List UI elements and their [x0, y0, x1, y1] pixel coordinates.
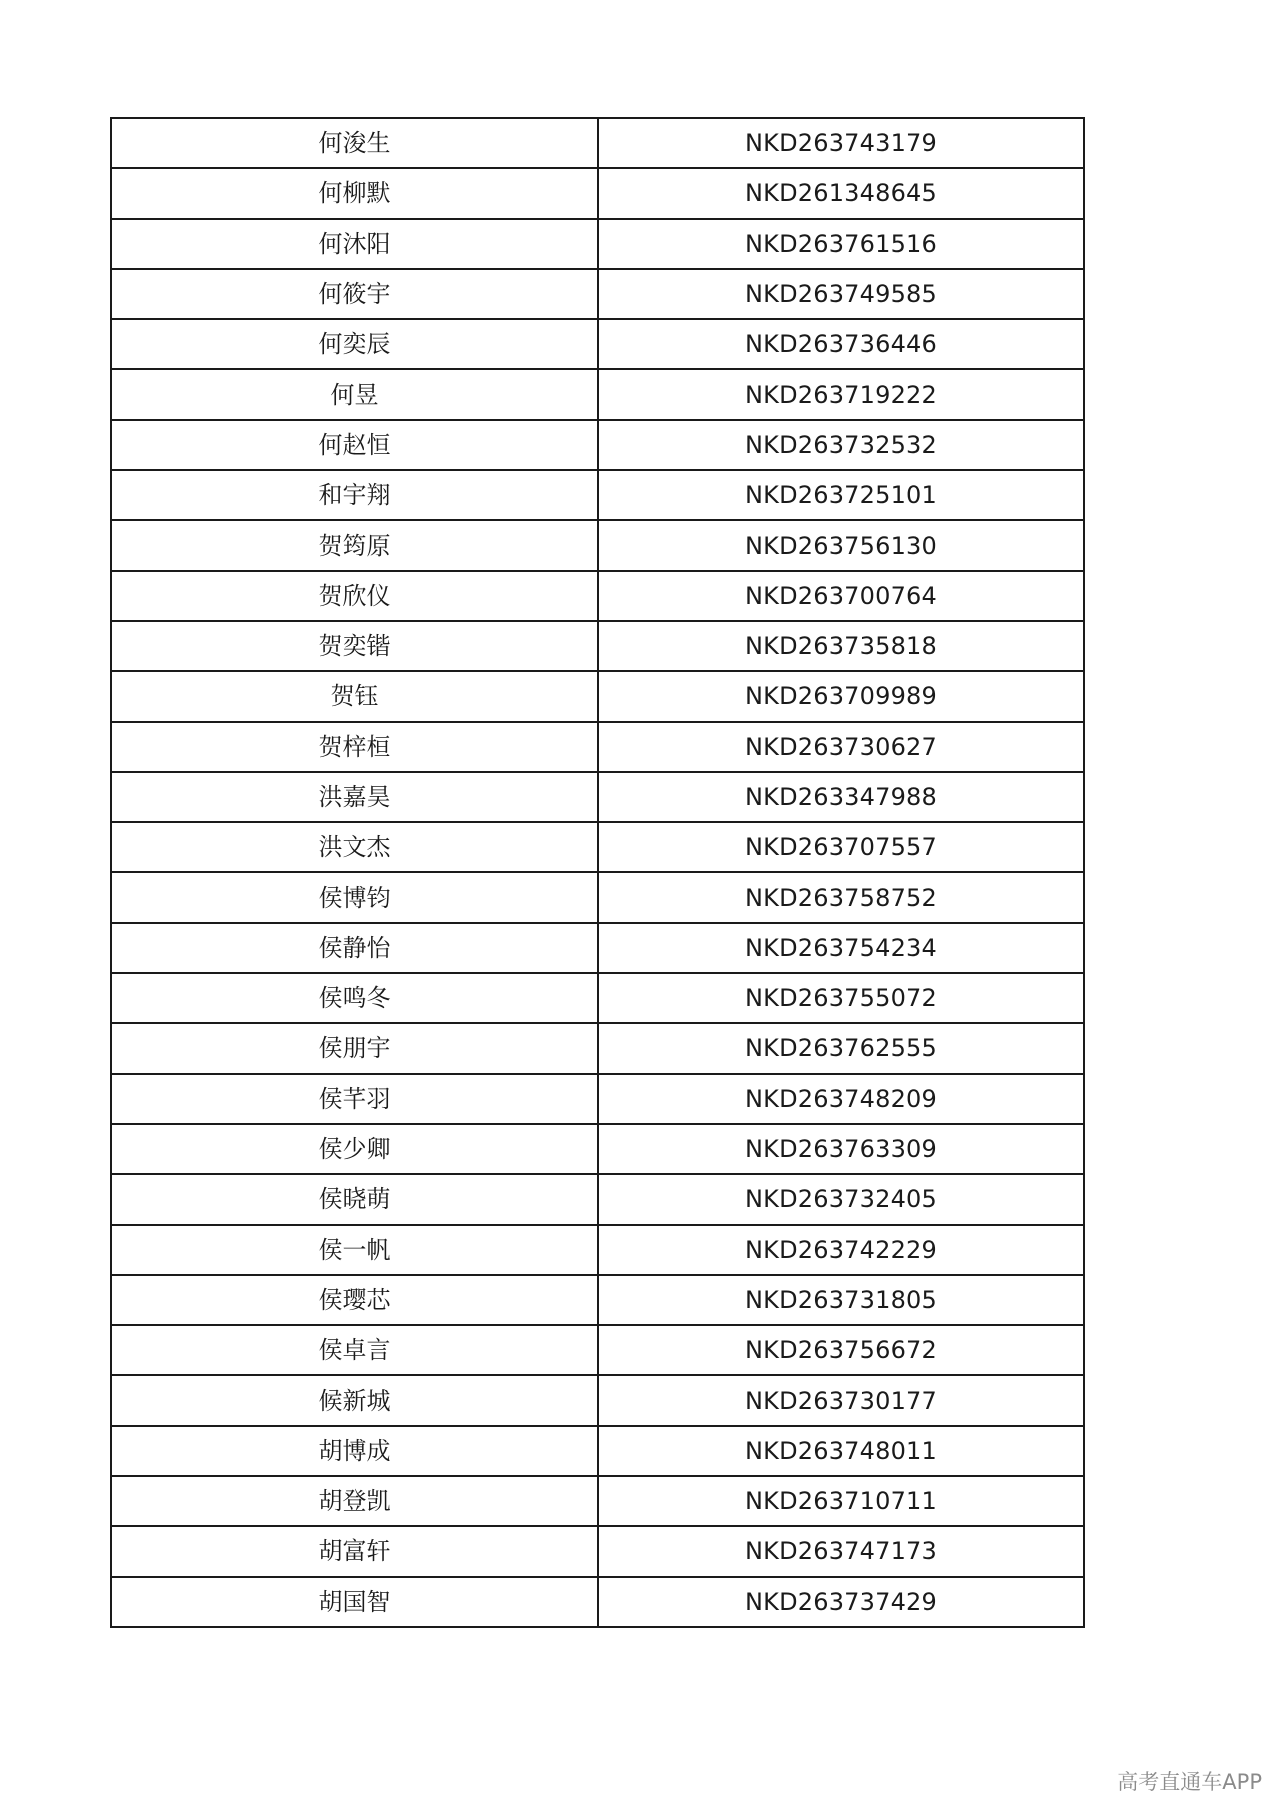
id-cell: NKD263758752 [598, 872, 1084, 922]
name-cell: 侯芊羽 [111, 1074, 598, 1124]
table-row [111, 1426, 1084, 1476]
table-row [111, 722, 1084, 772]
table-row [111, 772, 1084, 822]
name-cell: 候新城 [111, 1375, 598, 1425]
id-cell: NKD263730177 [598, 1375, 1084, 1425]
id-cell: NKD263748011 [598, 1426, 1084, 1476]
id-cell: NKD263737429 [598, 1577, 1084, 1627]
name-cell: 侯晓萌 [111, 1174, 598, 1224]
table-row [111, 671, 1084, 721]
table-row [111, 219, 1084, 269]
table-row [111, 369, 1084, 419]
name-cell: 何奕辰 [111, 319, 598, 369]
name-cell: 和宇翔 [111, 470, 598, 520]
id-cell: NKD263754234 [598, 923, 1084, 973]
id-cell: NKD263756130 [598, 520, 1084, 570]
table-row [111, 1476, 1084, 1526]
table-row [111, 1124, 1084, 1174]
table-row [111, 1174, 1084, 1224]
table-row [111, 872, 1084, 922]
name-cell: 侯卓言 [111, 1325, 598, 1375]
table-row [111, 420, 1084, 470]
watermark-text: 高考直通车APP [1117, 1770, 1262, 1794]
id-cell: NKD263748209 [598, 1074, 1084, 1124]
name-cell: 何筱宇 [111, 269, 598, 319]
id-cell: NKD263747173 [598, 1526, 1084, 1576]
name-cell: 何沐阳 [111, 219, 598, 269]
name-cell: 胡富轩 [111, 1526, 598, 1576]
table-row [111, 571, 1084, 621]
name-cell: 侯璎芯 [111, 1275, 598, 1325]
table-row [111, 269, 1084, 319]
name-cell: 贺梓桓 [111, 722, 598, 772]
name-cell: 胡博成 [111, 1426, 598, 1476]
id-cell: NKD263736446 [598, 319, 1084, 369]
table-row [111, 1325, 1084, 1375]
table-body [111, 118, 1084, 1627]
table-row [111, 118, 1084, 168]
table-row [111, 1526, 1084, 1576]
table-row [111, 973, 1084, 1023]
name-cell: 贺钰 [111, 671, 598, 721]
name-cell: 侯鸣冬 [111, 973, 598, 1023]
id-cell: NKD263756672 [598, 1325, 1084, 1375]
name-cell: 何柳默 [111, 168, 598, 218]
id-cell: NKD263730627 [598, 722, 1084, 772]
table-row [111, 168, 1084, 218]
id-cell: NKD263761516 [598, 219, 1084, 269]
name-cell: 贺欣仪 [111, 571, 598, 621]
id-cell: NKD261348645 [598, 168, 1084, 218]
id-cell: NKD263763309 [598, 1124, 1084, 1174]
name-cell: 侯朋宇 [111, 1023, 598, 1073]
id-cell: NKD263700764 [598, 571, 1084, 621]
name-cell: 胡国智 [111, 1577, 598, 1627]
table-row [111, 1225, 1084, 1275]
name-cell: 洪文杰 [111, 822, 598, 872]
id-cell: NKD263742229 [598, 1225, 1084, 1275]
name-cell: 侯静怡 [111, 923, 598, 973]
id-cell: NKD263755072 [598, 973, 1084, 1023]
name-cell: 贺筠原 [111, 520, 598, 570]
id-cell: NKD263735818 [598, 621, 1084, 671]
name-cell: 何浚生 [111, 118, 598, 168]
id-cell: NKD263347988 [598, 772, 1084, 822]
id-cell: NKD263725101 [598, 470, 1084, 520]
name-cell: 侯博钧 [111, 872, 598, 922]
id-cell: NKD263749585 [598, 269, 1084, 319]
name-cell: 何昱 [111, 369, 598, 419]
id-cell: NKD263732532 [598, 420, 1084, 470]
table-row [111, 470, 1084, 520]
id-cell: NKD263710711 [598, 1476, 1084, 1526]
table-row [111, 923, 1084, 973]
name-cell: 洪嘉昊 [111, 772, 598, 822]
id-cell: NKD263719222 [598, 369, 1084, 419]
name-cell: 贺奕锴 [111, 621, 598, 671]
table-row [111, 1375, 1084, 1425]
id-cell: NKD263762555 [598, 1023, 1084, 1073]
id-cell: NKD263707557 [598, 822, 1084, 872]
table-row [111, 1074, 1084, 1124]
id-cell: NKD263743179 [598, 118, 1084, 168]
table-row [111, 621, 1084, 671]
id-cell: NKD263731805 [598, 1275, 1084, 1325]
name-cell: 何赵恒 [111, 420, 598, 470]
table-row [111, 1023, 1084, 1073]
name-cell: 侯一帆 [111, 1225, 598, 1275]
table-row [111, 1275, 1084, 1325]
table-row [111, 822, 1084, 872]
id-cell: NKD263732405 [598, 1174, 1084, 1224]
table-row [111, 1577, 1084, 1627]
name-cell: 胡登凯 [111, 1476, 598, 1526]
table-row [111, 520, 1084, 570]
name-cell: 侯少卿 [111, 1124, 598, 1174]
id-cell: NKD263709989 [598, 671, 1084, 721]
name-id-table [110, 117, 1085, 1628]
table-row [111, 319, 1084, 369]
